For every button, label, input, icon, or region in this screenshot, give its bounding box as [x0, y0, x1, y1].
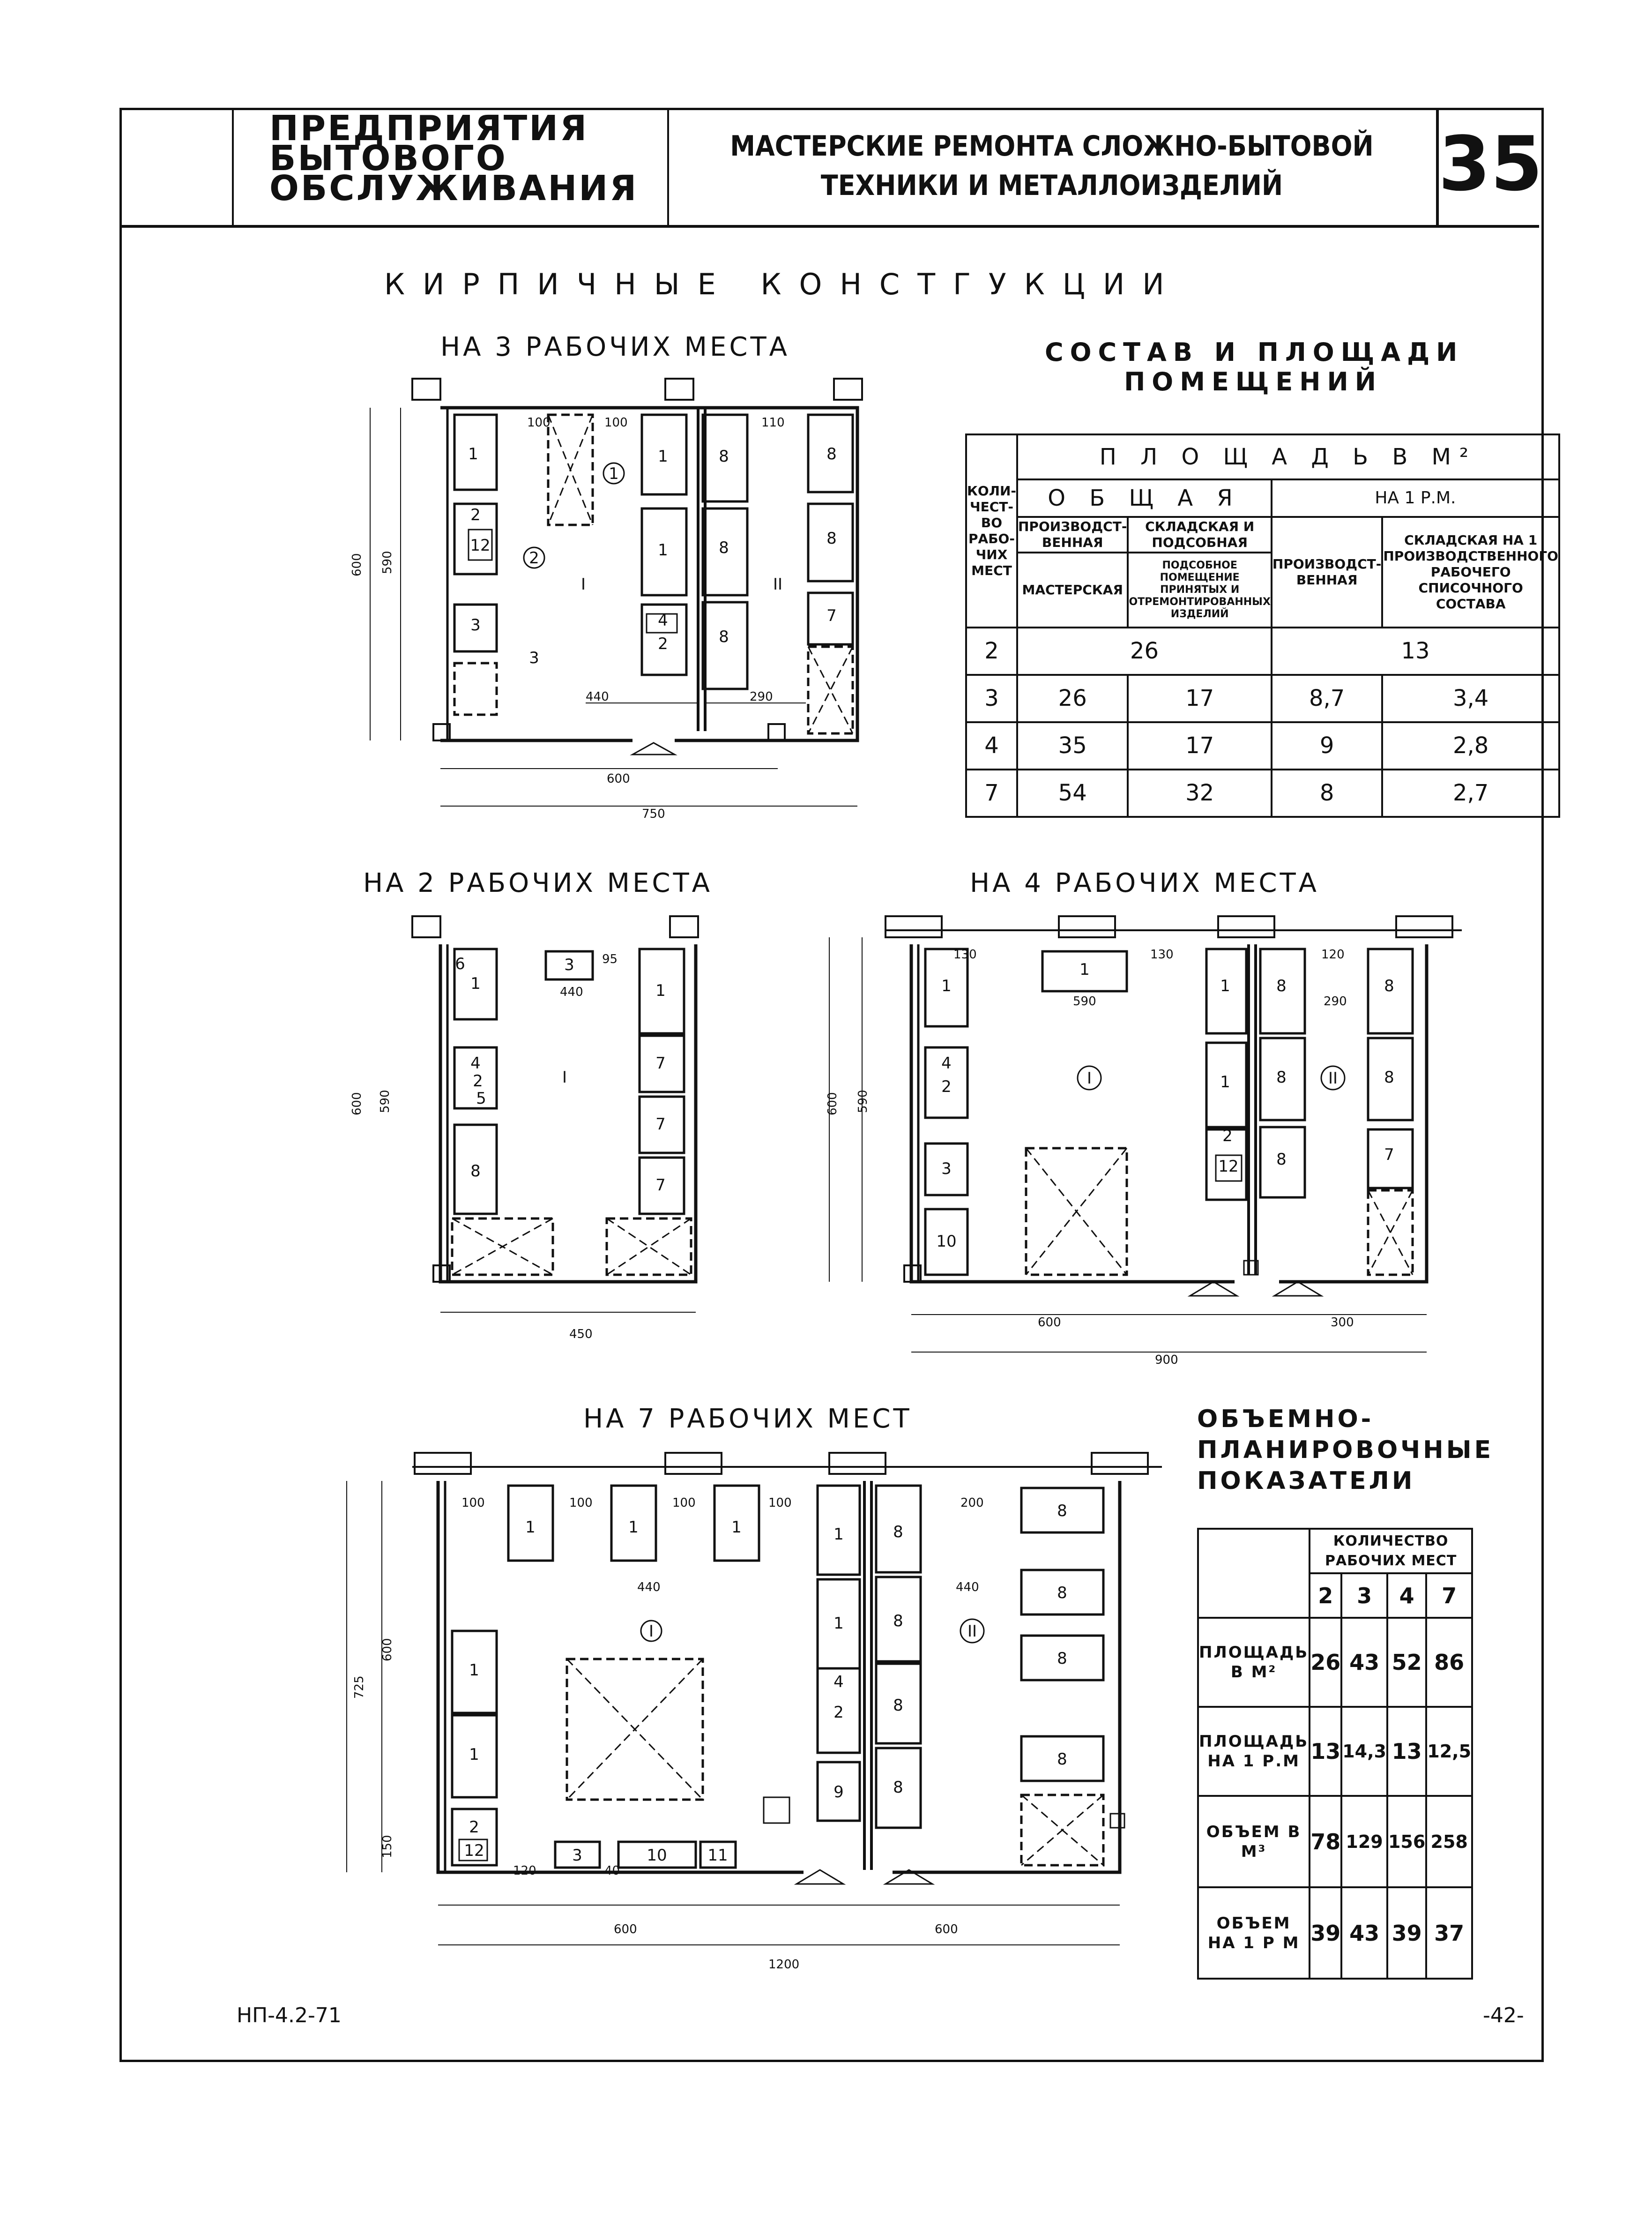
svg-text:600: 600	[614, 1922, 637, 1936]
svg-text:6: 6	[455, 955, 465, 973]
cell-value: 129	[1341, 1796, 1387, 1887]
header-per-rm: НА 1 Р.М.	[1272, 479, 1559, 517]
svg-text:725: 725	[352, 1675, 366, 1699]
svg-text:1200: 1200	[768, 1958, 800, 1972]
svg-text:12: 12	[1218, 1157, 1239, 1176]
cell-count: 2	[966, 628, 1017, 675]
cell-value: 258	[1426, 1796, 1472, 1887]
cell-count: 7	[966, 770, 1017, 817]
svg-text:8: 8	[1276, 977, 1287, 995]
table-row	[1198, 1887, 1472, 1979]
table-row	[966, 722, 1559, 770]
sheet-title-line-1: МАСТЕРСКИЕ РЕМОНТА СЛОЖНО-БЫТОВОЙ	[730, 130, 1374, 163]
svg-text:2: 2	[941, 1077, 952, 1096]
svg-text:600: 600	[350, 553, 364, 576]
cell-prod-rm: 8,7	[1272, 675, 1382, 722]
svg-text:900: 900	[1155, 1353, 1178, 1367]
svg-text:100: 100	[768, 1496, 792, 1510]
col-header: 4	[1387, 1573, 1426, 1618]
svg-text:110: 110	[761, 416, 785, 430]
indicators-title-line-1: ОБЪЕМНО-	[1197, 1405, 1374, 1433]
cell-workshop: 54	[1017, 770, 1128, 817]
svg-text:1: 1	[941, 977, 952, 995]
cell-prod-rm: 8	[1272, 770, 1382, 817]
cell-value: 156	[1387, 1796, 1426, 1887]
svg-text:600: 600	[350, 1092, 364, 1115]
svg-text:8: 8	[893, 1612, 903, 1630]
svg-text:I: I	[648, 1622, 654, 1641]
svg-text:8: 8	[1057, 1502, 1067, 1520]
svg-text:8: 8	[826, 445, 837, 463]
svg-text:100: 100	[604, 416, 628, 430]
row-label: ПЛОЩАДЬ В М²	[1198, 1618, 1310, 1707]
document-code: НП-4.2-71	[237, 2003, 342, 2027]
header-workshop: МАСТЕРСКАЯ	[1017, 553, 1128, 628]
svg-text:440: 440	[956, 1580, 979, 1594]
svg-text:100: 100	[527, 416, 551, 430]
cell-value: 39	[1387, 1887, 1426, 1979]
header-count: КОЛИ-ЧЕСТ-ВО РАБО-ЧИХ МЕСТ	[966, 434, 1017, 628]
svg-text:8: 8	[893, 1696, 903, 1715]
cell-storage: 32	[1128, 770, 1271, 817]
cell-count: 4	[966, 722, 1017, 770]
svg-text:2: 2	[833, 1703, 844, 1722]
indicators-header: КОЛИЧЕСТВО РАБОЧИХ МЕСТ	[1310, 1529, 1472, 1573]
svg-text:12: 12	[470, 536, 491, 555]
svg-text:I: I	[1086, 1069, 1092, 1088]
svg-text:2: 2	[1222, 1127, 1233, 1145]
composition-table	[965, 434, 1560, 818]
indicators-table	[1197, 1528, 1473, 1980]
row-label: ПЛОЩАДЬ НА 1 Р.М	[1198, 1707, 1310, 1796]
svg-text:120: 120	[513, 1864, 536, 1878]
svg-text:600: 600	[380, 1638, 394, 1661]
cell-storage: 17	[1128, 675, 1271, 722]
svg-text:8: 8	[1384, 977, 1394, 995]
svg-text:3: 3	[470, 616, 481, 635]
svg-text:8: 8	[1276, 1068, 1287, 1087]
svg-text:8: 8	[893, 1523, 903, 1541]
composition-table-title	[1045, 337, 1462, 396]
table-row	[966, 675, 1559, 722]
svg-text:3: 3	[941, 1159, 952, 1178]
svg-text:130: 130	[953, 948, 977, 962]
cell-storage-rm: 2,8	[1382, 722, 1559, 770]
svg-text:8: 8	[470, 1162, 481, 1181]
svg-text:590: 590	[380, 551, 394, 574]
svg-text:120: 120	[1321, 948, 1345, 962]
header-storage-rm: СКЛАДСКАЯ НА 1 ПРОИЗВОДСТВЕННОГО РАБОЧЕГО СПИСОЧНОГО СОСТАВА	[1382, 517, 1559, 628]
svg-text:1: 1	[658, 447, 668, 466]
svg-text:440: 440	[637, 1580, 661, 1594]
cell-value: 52	[1387, 1618, 1426, 1707]
svg-text:9: 9	[833, 1783, 844, 1801]
svg-text:4: 4	[470, 1054, 481, 1073]
svg-text:100: 100	[569, 1496, 593, 1510]
svg-text:7: 7	[655, 1115, 666, 1134]
svg-text:12: 12	[464, 1841, 484, 1860]
cell-workshop: 26	[1017, 675, 1128, 722]
plan-7-drawing	[347, 1453, 1162, 1945]
cell-value: 78	[1310, 1796, 1341, 1887]
svg-text:3: 3	[529, 649, 539, 667]
svg-text:II: II	[1328, 1069, 1338, 1088]
sheet-number: 35	[1438, 120, 1543, 208]
svg-text:I: I	[562, 1068, 567, 1087]
indicators-table-title	[1197, 1404, 1494, 1496]
svg-text:2: 2	[470, 506, 481, 524]
svg-text:8: 8	[1057, 1649, 1067, 1668]
header-prod-rm: ПРОИЗВОДСТ-ВЕННАЯ	[1272, 517, 1382, 628]
svg-text:8: 8	[893, 1778, 903, 1797]
svg-text:150: 150	[380, 1835, 394, 1858]
svg-text:8: 8	[1057, 1584, 1067, 1602]
cell-value: 26	[1310, 1618, 1341, 1707]
plan-3-drawing	[370, 379, 862, 806]
svg-text:750: 750	[642, 807, 665, 821]
header-storage-sub: ПОДСОБНОЕ ПОМЕЩЕНИЕ ПРИНЯТЫХ И ОТРЕМОНТИРОВАННЫХ ИЗДЕЛИЙ	[1128, 553, 1271, 628]
svg-text:600: 600	[1038, 1316, 1061, 1330]
svg-text:1: 1	[655, 981, 666, 1000]
cell-value: 12,5	[1426, 1707, 1472, 1796]
cell-prod-rm: 9	[1272, 722, 1382, 770]
table-row	[966, 770, 1559, 817]
svg-text:8: 8	[826, 529, 837, 548]
plan-7-title: НА 7 РАБОЧИХ МЕСТ	[583, 1404, 912, 1434]
svg-text:10: 10	[647, 1846, 667, 1865]
svg-text:1: 1	[833, 1614, 844, 1633]
svg-text:4: 4	[833, 1673, 844, 1691]
svg-text:1: 1	[1220, 977, 1230, 995]
svg-text:3: 3	[564, 956, 574, 974]
header-storage: СКЛАДСКАЯ И ПОДСОБНАЯ	[1128, 517, 1271, 553]
svg-text:8: 8	[1057, 1750, 1067, 1769]
header-production: ПРОИЗВОДСТ-ВЕННАЯ	[1017, 517, 1128, 553]
col-header: 7	[1426, 1573, 1472, 1618]
svg-text:2: 2	[658, 635, 668, 653]
cell-value: 13	[1310, 1707, 1341, 1796]
svg-text:130: 130	[1150, 948, 1174, 962]
svg-text:100: 100	[672, 1496, 696, 1510]
svg-text:5: 5	[476, 1089, 486, 1108]
cell-value: 14,3	[1341, 1707, 1387, 1796]
svg-text:1: 1	[525, 1518, 536, 1537]
svg-text:8: 8	[719, 538, 729, 557]
svg-text:1: 1	[469, 1745, 479, 1764]
plan-3-title: НА 3 РАБОЧИХ МЕСТА	[440, 332, 790, 362]
composition-title-line-2: ПОМЕЩЕНИЙ	[1124, 367, 1383, 396]
svg-text:600: 600	[607, 772, 630, 786]
svg-text:2: 2	[473, 1072, 483, 1091]
svg-text:8: 8	[719, 628, 729, 646]
svg-text:8: 8	[719, 447, 729, 466]
cell-storage-rm: 3,4	[1382, 675, 1559, 722]
svg-text:590: 590	[856, 1090, 870, 1113]
svg-text:1: 1	[628, 1518, 639, 1537]
cell-value: 43	[1341, 1618, 1387, 1707]
indicators-title-line-3: ПОКАЗАТЕЛИ	[1197, 1467, 1415, 1495]
cell-value: 86	[1426, 1618, 1472, 1707]
svg-text:40: 40	[604, 1864, 620, 1878]
plan-4-title: НА 4 РАБОЧИХ МЕСТА	[970, 868, 1319, 898]
svg-text:II: II	[773, 575, 783, 594]
svg-text:440: 440	[586, 690, 609, 704]
svg-text:200: 200	[960, 1496, 984, 1510]
svg-text:4: 4	[941, 1054, 952, 1073]
cell-storage-rm: 2,7	[1382, 770, 1559, 817]
svg-text:1: 1	[658, 541, 668, 560]
svg-text:1: 1	[470, 974, 481, 993]
svg-text:290: 290	[750, 690, 773, 704]
plan-2-drawing	[412, 916, 698, 1312]
svg-text:95: 95	[602, 952, 618, 966]
svg-text:1: 1	[1220, 1073, 1230, 1091]
row-label: ОБЪЕМ В М³	[1198, 1796, 1310, 1887]
svg-text:8: 8	[1276, 1150, 1287, 1169]
col-header: 2	[1310, 1573, 1341, 1618]
svg-text:3: 3	[572, 1846, 582, 1865]
table-row	[966, 628, 1559, 675]
svg-text:7: 7	[655, 1176, 666, 1195]
svg-text:1: 1	[609, 464, 619, 483]
header-area: П Л О Щ А Д Ь В М²	[1017, 434, 1559, 479]
svg-text:450: 450	[569, 1327, 593, 1341]
svg-text:2: 2	[469, 1818, 479, 1837]
cell-value: 39	[1310, 1887, 1341, 1979]
series-title: ПРЕДПРИЯТИЯ БЫТОВОГО ОБСЛУЖИВАНИЯ	[269, 108, 639, 209]
svg-text:10: 10	[936, 1232, 957, 1251]
indicators-corner-cell	[1198, 1529, 1310, 1618]
svg-text:7: 7	[826, 606, 837, 625]
svg-text:100: 100	[461, 1496, 485, 1510]
cell-total: 26	[1017, 628, 1272, 675]
header-general: О Б Щ А Я	[1017, 479, 1272, 517]
svg-text:1: 1	[731, 1518, 742, 1537]
table-row	[1198, 1618, 1472, 1707]
cell-value: 43	[1341, 1887, 1387, 1979]
svg-text:1: 1	[468, 445, 478, 463]
svg-text:II: II	[967, 1622, 977, 1641]
svg-text:I: I	[580, 575, 586, 594]
svg-text:8: 8	[1384, 1068, 1394, 1087]
row-label: ОБЪЕМ НА 1 Р М	[1198, 1887, 1310, 1979]
table-row	[1198, 1707, 1472, 1796]
plan-2-title: НА 2 РАБОЧИХ МЕСТА	[363, 868, 713, 898]
composition-title-line-1: СОСТАВ И ПЛОЩАДИ	[1045, 337, 1464, 367]
plan-4-drawing	[829, 916, 1462, 1352]
page-number: -42-	[1483, 2003, 1524, 2027]
svg-text:4: 4	[658, 611, 668, 630]
svg-text:590: 590	[1073, 994, 1096, 1009]
svg-text:11: 11	[707, 1846, 728, 1865]
svg-text:7: 7	[655, 1054, 666, 1073]
indicators-title-line-2: ПЛАНИРОВОЧНЫЕ	[1197, 1436, 1494, 1464]
svg-text:7: 7	[1384, 1145, 1394, 1164]
cell-per-rm: 13	[1272, 628, 1559, 675]
svg-text:440: 440	[560, 985, 583, 999]
svg-text:2: 2	[529, 549, 539, 568]
cell-storage: 17	[1128, 722, 1271, 770]
svg-text:600: 600	[935, 1922, 958, 1936]
cell-workshop: 35	[1017, 722, 1128, 770]
svg-text:290: 290	[1324, 994, 1347, 1009]
svg-text:590: 590	[378, 1090, 392, 1113]
cell-count: 3	[966, 675, 1017, 722]
table-row	[1198, 1796, 1472, 1887]
svg-text:300: 300	[1331, 1316, 1354, 1330]
cell-value: 13	[1387, 1707, 1426, 1796]
svg-text:1: 1	[833, 1525, 844, 1544]
col-header: 3	[1341, 1573, 1387, 1618]
section-title: КИРПИЧНЫЕ КОНСТГУКЦИИ	[384, 267, 1182, 301]
sheet-title-line-2: ТЕХНИКИ И МЕТАЛЛОИЗДЕЛИЙ	[820, 169, 1283, 202]
svg-text:600: 600	[826, 1092, 840, 1115]
cell-value: 37	[1426, 1887, 1472, 1979]
svg-text:1: 1	[1079, 960, 1090, 979]
svg-text:1: 1	[469, 1661, 479, 1680]
